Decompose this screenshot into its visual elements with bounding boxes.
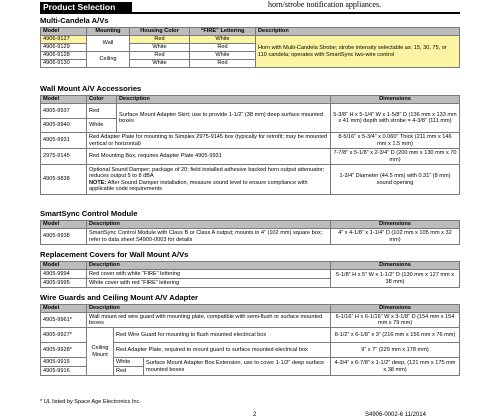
dimensions-cell: 6-1/16” H x 6-1/16” W x 3-1/8” D (154 mm x 154 mm x 79 mm) [331, 313, 460, 328]
model-cell: 4905-9940 [41, 119, 87, 133]
table-row [41, 165, 460, 195]
col-dimensions: Dimensions [331, 305, 460, 313]
model-cell: 4905-9916 [41, 367, 87, 376]
color-cell: Red [114, 367, 144, 376]
table-row [41, 149, 460, 165]
description-cell [87, 165, 331, 195]
smartsync-table [40, 220, 460, 245]
dimensions-cell: 5-1/8” H x 5” W x 1-1/2” D (130 mm x 127 mm x 38 mm) [331, 270, 460, 288]
col-dimensions: Dimensions [331, 221, 460, 229]
mounting-cell: Ceiling [87, 52, 130, 68]
table-row [41, 36, 460, 44]
dimensions-cell: 8-1/2” x 6-1/8” x 3” (216 mm x 156 mm x 76 mm) [331, 328, 460, 343]
table-row [41, 229, 460, 245]
table-row [41, 104, 460, 119]
multicandela-title: Multi-Candela A/Vs [40, 16, 109, 25]
color-cell: White [130, 60, 190, 68]
note-label: NOTE: [89, 179, 107, 186]
table-row [41, 328, 460, 343]
top-note: horn/strobe notification appliances. [268, 0, 382, 9]
description-cell: Red Adapter Plate for mounting to Simplex 2975-9145 box (typically for retrofit; may be mounted vertical or horizontal) [87, 133, 331, 149]
wall-mount-table [40, 95, 460, 195]
model-cell: 4905-9931 [41, 133, 87, 149]
table-row [41, 133, 460, 149]
description-cell: Red Adapter Plate, required to mount guard to surface mounted electrical box [114, 343, 331, 358]
description-cell: Surface Mount Adapter Box Extension, use to cover 1-1/2” deep surface mounted boxes [144, 358, 331, 376]
multicandela-table [40, 27, 460, 68]
model-cell: 4906-9127 [41, 36, 87, 44]
footnote: * UL listed by Space Age Electronics Inc. [40, 399, 141, 405]
col-color: Color [87, 96, 117, 104]
model-cell: 4905-9961* [41, 313, 87, 328]
col-dimensions: Dimensions [331, 262, 460, 270]
col-mounting: Mounting [87, 28, 130, 36]
col-description: Description [256, 28, 460, 36]
lettering-cell: Red [190, 44, 256, 52]
guards-title: Wire Guards and Ceiling Mount A/V Adapter [40, 293, 199, 302]
table-row [41, 270, 460, 279]
description-cell: Wall mount red wire guard with mounting plate, compatible with semi-flush or surface mounted boxes [87, 313, 331, 328]
description-text: Optional Sound Damper; package of 20; field installed adhesive backed horn output attenuator; reduces output 5 to 8 dBA [89, 166, 325, 180]
col-description: Description [87, 262, 331, 270]
description-cell: Red Wire Guard for mounting to flush mounted electrical box [114, 328, 331, 343]
model-cell: 4905-9915 [41, 358, 87, 367]
col-model: Model [41, 28, 87, 36]
smartsync-title: SmartSync Control Module [40, 209, 138, 218]
dimensions-cell: 7-7/8” x 5-1/8” x 2-3/4” D (200 mm x 130 mm x 70 mm) [331, 149, 460, 165]
lettering-cell: White [190, 52, 256, 60]
model-cell: 4905-9938 [41, 229, 87, 245]
note-text: After Sound Damper installation, measure sound level to ensure compliance with applicable code requirements [89, 179, 308, 192]
col-housing-color: Housing Color [130, 28, 190, 36]
model-cell: 4905-9937 [41, 104, 87, 119]
model-cell: 2975-9145 [41, 149, 87, 165]
lettering-cell: White [190, 36, 256, 44]
col-description: Description [87, 221, 331, 229]
page-number: 2 [253, 412, 257, 418]
model-cell: 4906-9128 [41, 52, 87, 60]
covers-table [40, 261, 460, 288]
description-cell: White cover with red “FIRE” lettering [87, 279, 331, 288]
color-cell: Red [130, 52, 190, 60]
model-cell: 4906-9130 [41, 60, 87, 68]
col-description: Description [87, 305, 331, 313]
wall-mount-title: Wall Mount A/V Accessories [40, 84, 142, 93]
model-cell: 4905-9928* [41, 343, 87, 358]
lettering-cell: Red [190, 60, 256, 68]
color-cell: Red [130, 36, 190, 44]
dimensions-cell: 8-5/16” x 5-3/4” x 0.060” Thick (211 mm x 146 mm x 1.5 mm) [331, 133, 460, 149]
model-cell: 4906-9129 [41, 44, 87, 52]
description-cell: Red Mounting Box, requires Adapter Plate 4905-9931 [87, 149, 331, 165]
color-cell: White [114, 358, 144, 367]
col-dimensions: Dimensions [331, 96, 460, 104]
description-cell: SmartSync Control Module with Class B or Class A output; mounts in 4” (102 mm) square box; refer to data sheet S4900-0003 for details [87, 229, 331, 245]
model-cell: 4905-9994 [41, 270, 87, 279]
dimensions-cell: 1-3/4” Diameter (44.5 mm) with 0.31” (8 mm) sound opening [331, 165, 460, 195]
document-id: S4906-0002-6 11/2014 [365, 412, 426, 418]
col-model: Model [41, 305, 87, 313]
model-cell: 4905-9927* [41, 328, 87, 343]
covers-title: Replacement Covers for Wall Mount A/Vs [40, 250, 189, 259]
col-model: Model [41, 262, 87, 270]
dimensions-cell: 5-3/8” H x 5-1/4” W x 1-5/8” D (136 mm x 133 mm x 41 mm) depth with strobe = 4-3/8” (111 mm) [331, 104, 460, 133]
color-cell: White [87, 119, 117, 133]
description-cell: Horn with Multi-Candela Strobe; strobe intensity selectable as: 15, 30, 75, or 110 candela; operates with SmartSync two-wire control [256, 36, 460, 68]
dimensions-cell: 4-3/4” x 6-7/8” x 1-1/2” deep, (121 mm x 175 mm x 38 mm) [331, 358, 460, 376]
col-model: Model [41, 96, 87, 104]
dimensions-cell: 4” x 4-1/8” x 1-1/4” D (102 mm x 105 mm x 32 mm) [331, 229, 460, 245]
ceiling-mount-cell: Ceiling Mount [87, 328, 114, 376]
color-cell: White [130, 44, 190, 52]
col-lettering: “FIRE” Lettering [190, 28, 256, 36]
col-description: Description [117, 96, 331, 104]
description-cell: Red cover with white “FIRE” lettering [87, 270, 331, 279]
guards-table [40, 304, 460, 376]
color-cell: Red [87, 104, 117, 119]
model-cell: 4905-9838 [41, 165, 87, 195]
col-model: Model [41, 221, 87, 229]
mounting-cell: Wall [87, 36, 130, 52]
heading-rule [40, 12, 460, 14]
model-cell: 4905-9995 [41, 279, 87, 288]
dimensions-cell: 9” x 7” (229 mm x 178 mm) [331, 343, 460, 358]
description-cell: Surface Mount Adapter Skirt; use to provide 1-1/2” (38 mm) deep surface mounted boxes [117, 104, 331, 133]
product-selection-heading: Product Selection [40, 2, 132, 13]
table-row [41, 313, 460, 328]
